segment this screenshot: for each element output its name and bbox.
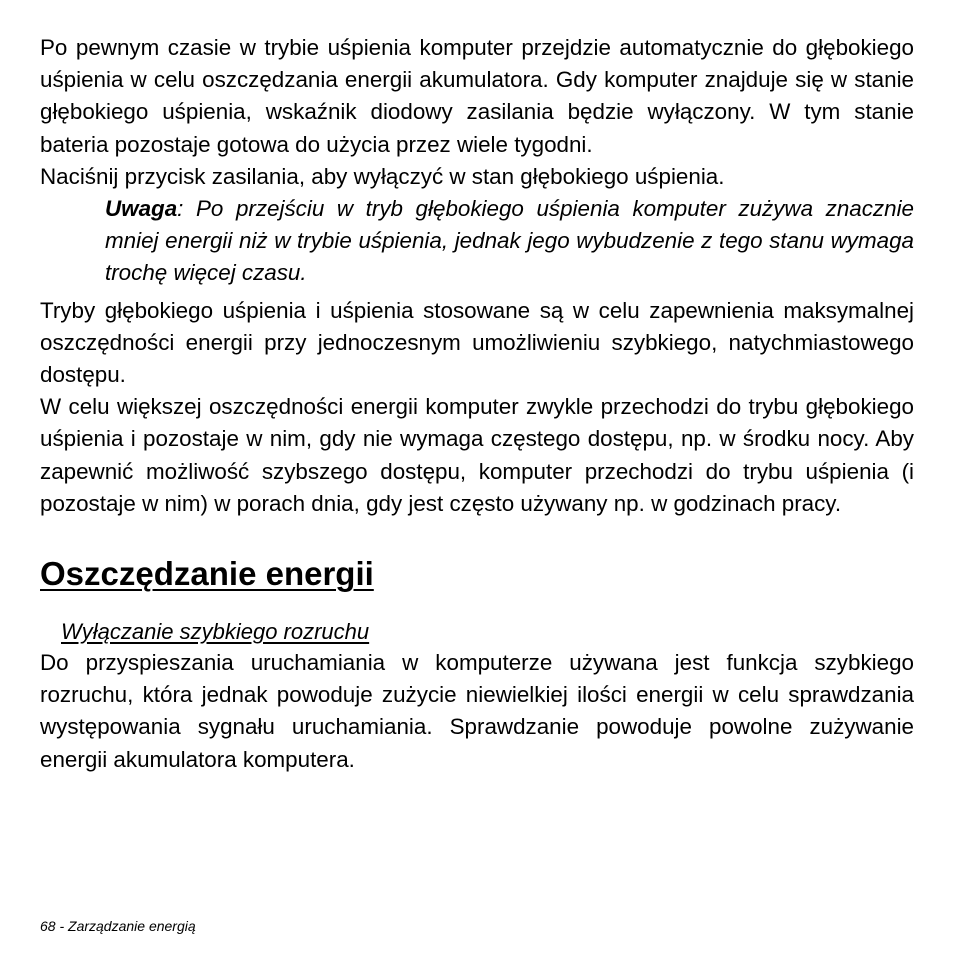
- note-label: Uwaga: [105, 196, 178, 222]
- paragraph-power-button: Naciśnij przycisk zasilania, aby wyłączyć w stan głębokiego uśpienia.: [40, 163, 725, 189]
- paragraph-sleep-modes: Tryby głębokiego uśpienia i uśpienia stosowane są w celu zapewnienia maksymalnej oszczędności energii przy jednoczesnym umożliwieniu szybkiego, natychmiastowego dostępu.: [40, 297, 914, 388]
- note-text: : Po przejściu w tryb głębokiego uśpienia komputer zużywa znacznie mniej energii niż w trybie uśpienia, jednak jego wybudzenie z tego stanu wymaga trochę więcej czasu.: [105, 196, 914, 286]
- paragraph-energy-saving-behavior: W celu większej oszczędności energii komputer zwykle przechodzi do trybu głębokiego uśpienia i pozostaje w nim, gdy nie wymaga częstego dostępu, np. w środku nocy. Aby zapewnić możliwość szybszego dostępu, komputer przechodzi do trybu uśpienia (i pozostaje w nim) w porach dnia, gdy jest często używany np. w godzinach pracy.: [40, 394, 914, 516]
- document-page: [40, 32, 914, 776]
- paragraph-deep-sleep-intro: Po pewnym czasie w trybie uśpienia komputer przejdzie automatycznie do głębokiego uśpienia w celu oszczędzania energii akumulatora. Gdy komputer znajduje się w stanie głębokiego uśpienia, wskaźnik diodowy zasilania będzie wyłączony. W tym stanie bateria pozostaje gotowa do użycia przez wiele tygodni.: [40, 35, 914, 157]
- paragraph-fast-startup: Do przyspieszania uruchamiania w komputerze używana jest funkcja szybkiego rozruchu, która jednak powoduje zużycie niewielkiej ilości energii w celu sprawdzania występowania sygnału uruchamiania. Sprawdzanie powoduje powolne zużywanie energii akumulatora komputera.: [40, 650, 914, 772]
- subsection-heading: Wyłączanie szybkiego rozruchu: [61, 619, 370, 645]
- section-heading: Oszczędzanie energii: [40, 555, 374, 593]
- page-footer: 68 - Zarządzanie energią: [40, 918, 196, 934]
- note-block: [105, 193, 914, 290]
